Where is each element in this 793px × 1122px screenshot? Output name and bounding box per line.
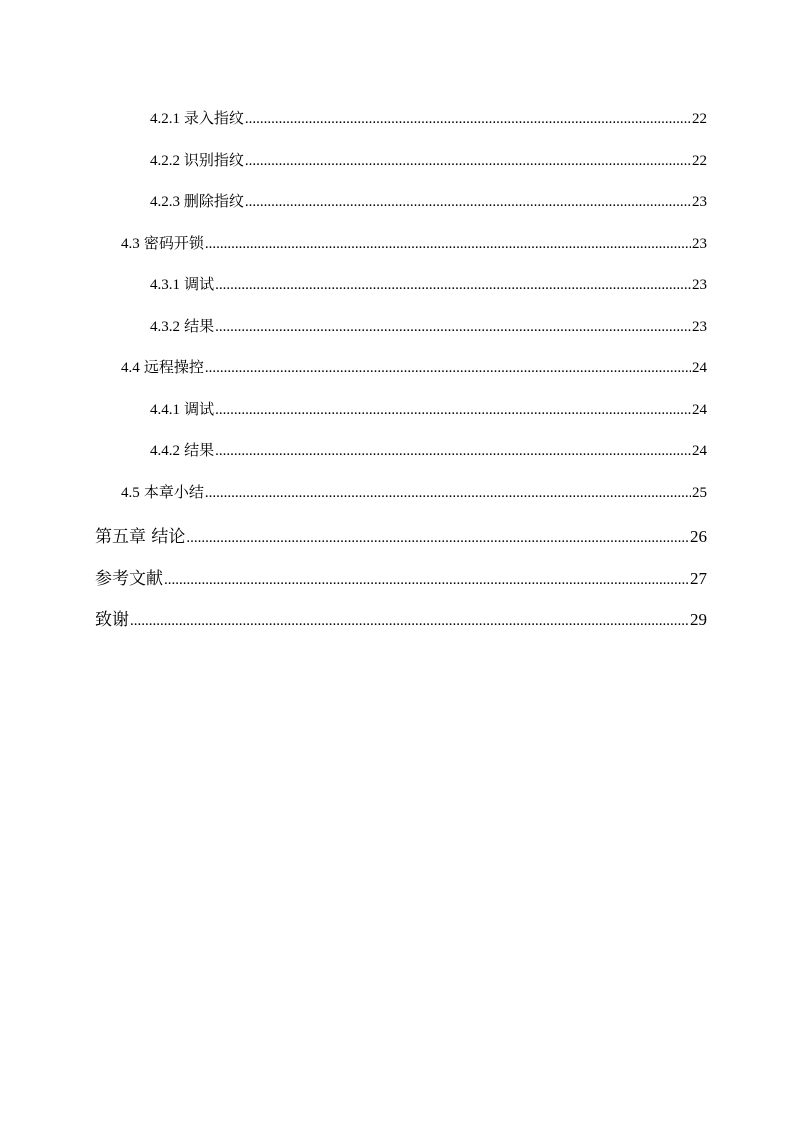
toc-dot-leader	[164, 572, 689, 589]
toc-dot-leader	[215, 443, 691, 460]
toc-page-number: 24	[692, 360, 707, 376]
toc-entry-number: 4.3.2	[150, 319, 180, 335]
toc-page-number: 22	[692, 153, 707, 169]
toc-page-number: 27	[690, 569, 707, 588]
toc-entry-4-3[interactable]	[121, 232, 707, 252]
toc-dot-leader	[245, 194, 691, 211]
toc-dot-leader	[245, 111, 691, 128]
toc-entry-4-2-1[interactable]	[150, 107, 707, 127]
toc-entry-title: 密码开锁	[143, 236, 204, 252]
toc-entry-number: 第五章	[95, 527, 146, 547]
toc-entry-number: 4.2.2	[150, 153, 180, 169]
toc-dot-leader	[245, 153, 691, 170]
toc-entry-4-3-2[interactable]	[150, 315, 707, 335]
toc-entry-number: 4.4	[121, 360, 140, 376]
toc-dot-leader	[215, 277, 691, 294]
toc-dot-leader	[130, 613, 689, 630]
toc-entry-chapter-5[interactable]	[95, 522, 707, 547]
toc-page-number: 23	[692, 236, 707, 252]
toc-entry-4-2-3[interactable]	[150, 190, 707, 210]
toc-entry-number: 4.4.1	[150, 402, 180, 418]
toc-page-number: 22	[692, 111, 707, 127]
toc-entry-title: 致谢	[95, 610, 129, 630]
toc-entry-title: 调试	[184, 402, 215, 418]
toc-entry-number: 4.2.3	[150, 194, 180, 210]
toc-entry-references[interactable]	[95, 564, 707, 589]
toc-entry-title: 本章小结	[143, 485, 204, 501]
toc-entry-title: 调试	[184, 277, 215, 293]
toc-entry-4-2-2[interactable]	[150, 149, 707, 169]
toc-entry-number: 4.3	[121, 236, 140, 252]
toc-page-number: 23	[692, 194, 707, 210]
toc-dot-leader	[215, 319, 691, 336]
toc-entry-title: 结果	[184, 443, 215, 459]
toc-entry-number: 4.5	[121, 485, 140, 501]
toc-entry-number: 4.3.1	[150, 277, 180, 293]
toc-entry-title: 录入指纹	[183, 111, 244, 127]
toc-dot-leader	[205, 360, 691, 377]
toc-entry-4-4[interactable]	[121, 356, 707, 376]
toc-page-number: 24	[692, 402, 707, 418]
toc-entry-4-4-2[interactable]	[150, 439, 707, 459]
toc-page-number: 26	[690, 527, 707, 546]
toc-page-number: 23	[692, 277, 707, 293]
toc-entry-title: 参考文献	[95, 569, 163, 589]
toc-entry-title: 结果	[184, 319, 215, 335]
toc-entry-4-3-1[interactable]	[150, 273, 707, 293]
toc-page-number: 24	[692, 443, 707, 459]
toc-entry-4-5[interactable]	[121, 481, 707, 501]
toc-page-number: 29	[690, 610, 707, 629]
toc-entry-4-4-1[interactable]	[150, 398, 707, 418]
toc-dot-leader	[215, 402, 691, 419]
toc-page-number: 23	[692, 319, 707, 335]
toc-dot-leader	[186, 530, 689, 547]
toc-dot-leader	[205, 236, 691, 253]
toc-entry-acknowledgements[interactable]	[95, 605, 707, 630]
toc-page-number: 25	[692, 485, 707, 501]
toc-entry-title: 删除指纹	[183, 194, 244, 210]
toc-dot-leader	[205, 485, 691, 502]
toc-entry-title: 识别指纹	[183, 153, 244, 169]
toc-entry-title: 结论	[151, 527, 186, 547]
toc-entry-number: 4.2.1	[150, 111, 180, 127]
toc-entry-number: 4.4.2	[150, 443, 180, 459]
toc-entry-title: 远程操控	[143, 360, 204, 376]
